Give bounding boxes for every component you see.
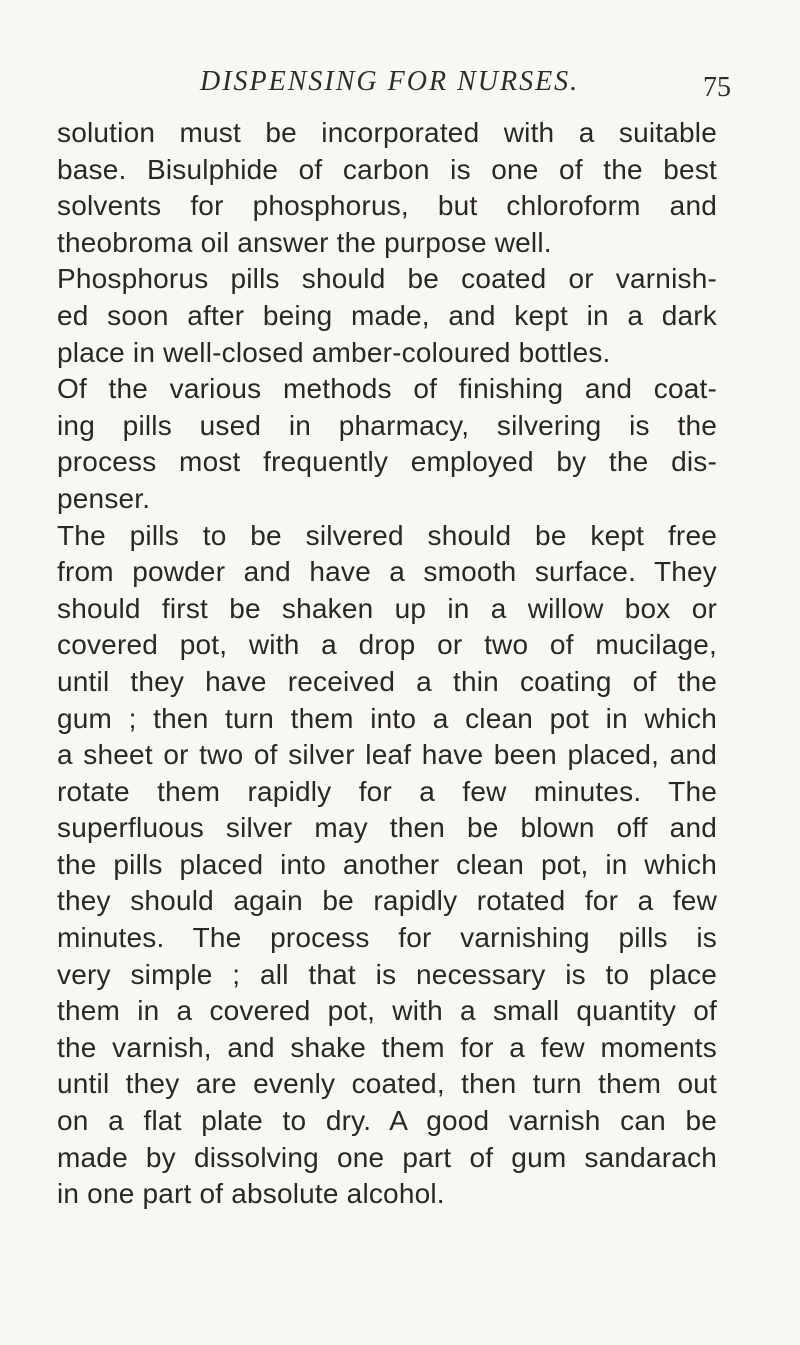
- text-line: penser.: [57, 482, 151, 514]
- text-line: very simple ; all that is necessary is to place: [57, 958, 717, 990]
- text-line: solution must be incorporated with a suitable: [57, 117, 717, 148]
- text-line: ing pills used in pharmacy, silvering is the: [57, 409, 717, 441]
- text-line: Phosphorus pills should be coated or varnish-: [57, 263, 717, 295]
- text-line: gum ; then turn them into a clean pot in which: [57, 702, 717, 734]
- text-line: superfluous silver may then be blown off and: [57, 812, 717, 844]
- text-line: rotate them rapidly for a few minutes. The: [57, 775, 717, 807]
- text-line: The pills to be silvered should be kept free: [57, 519, 717, 551]
- text-line: in one part of absolute alcohol.: [57, 1178, 445, 1210]
- text-line: them in a covered pot, with a small quantity of: [57, 995, 717, 1027]
- text-line: process most frequently employed by the dis-: [57, 446, 717, 478]
- page-number: 75: [703, 72, 731, 103]
- text-line: until they have received a thin coating of the: [57, 665, 717, 697]
- text-line: the pills placed into another clean pot, in which: [57, 848, 717, 880]
- text-line: until they are evenly coated, then turn them out: [57, 1068, 717, 1100]
- text-line: base. Bisulphide of carbon is one of the best: [57, 153, 717, 185]
- text-line: solvents for phosphorus, but chloroform and: [57, 190, 717, 222]
- text-line: place in well-closed amber-coloured bottles.: [57, 336, 611, 368]
- text-line: made by dissolving one part of gum sandarach: [57, 1141, 717, 1173]
- text-line: ed soon after being made, and kept in a dark: [57, 299, 717, 331]
- text-line: Of the various methods of finishing and coat-: [57, 373, 717, 405]
- text-line: the varnish, and shake them for a few moments: [57, 1031, 717, 1063]
- body-text: [57, 115, 717, 1213]
- text-line: theobroma oil answer the purpose well.: [57, 226, 552, 258]
- text-line: should first be shaken up in a willow box or: [57, 592, 717, 624]
- text-line: on a flat plate to dry. A good varnish can be: [57, 1105, 717, 1137]
- running-title: DISPENSING FOR NURSES.: [200, 66, 580, 97]
- text-line: they should again be rapidly rotated for a few: [57, 885, 717, 917]
- text-line: covered pot, with a drop or two of mucilage,: [57, 629, 717, 661]
- text-line: minutes. The process for varnishing pills is: [57, 922, 717, 954]
- running-head: [0, 66, 800, 106]
- text-line: a sheet or two of silver leaf have been placed, and: [57, 739, 717, 771]
- text-line: from powder and have a smooth surface. They: [57, 556, 717, 588]
